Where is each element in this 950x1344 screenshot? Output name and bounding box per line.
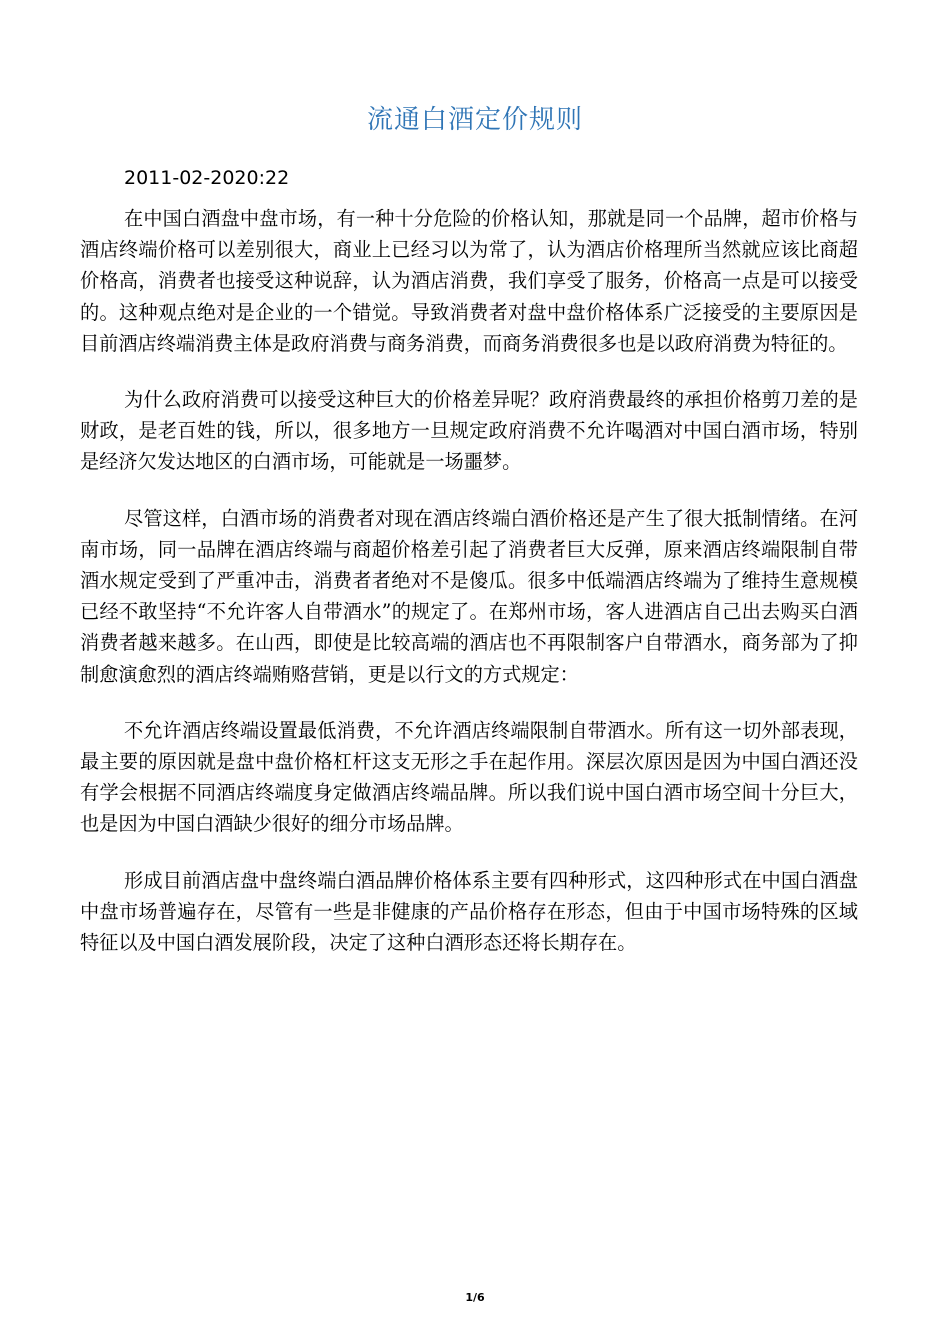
paragraph-1: 在中国白酒盘中盘市场，有一种十分危险的价格认知，那就是同一个品牌，超市价格与酒店终端价格可以差别很大，商业上已经习以为常了，认为酒店价格理所当然就应该比商超价格高，消费者也接受这种说辞，认为酒店消费，我们享受了服务，价格高一点是可以接受的。这种观点绝对是企业的一个错觉。导致消费者对盘中盘价格体系广泛接受的主要原因是目前酒店终端消费主体是政府消费与商务消费，而商务消费很多也是以政府消费为特征的。 (80, 207, 858, 355)
paragraph-3: 尽管这样，白酒市场的消费者对现在酒店终端白酒价格还是产生了很大抵制情绪。在河南市场，同一品牌在酒店终端与商超价格差引起了消费者巨大反弹，原来酒店终端限制自带酒水规定受到了严重冲击，消费者者绝对不是傻瓜。很多中低端酒店终端为了维持生意规模已经不敢坚持“不允许客人自带酒水”的规定了。在郑州市场，客人进酒店自己出去购买白酒消费者越来越多。在山西，即使是比较高端的酒店也不再限制客户自带酒水，商务部为了抑制愈演愈烈的酒店终端贿赂营销，更是以行文的方式规定： (80, 506, 858, 686)
paragraph-5: 形成目前酒店盘中盘终端白酒品牌价格体系主要有四种形式，这四种形式在中国白酒盘中盘市场普遍存在，尽管有一些是非健康的产品价格存在形态，但由于中国市场特殊的区域特征以及中国白酒发展阶段，决定了这种白酒形态还将长期存在。 (80, 868, 858, 955)
document-title: 流通白酒定价规则 (366, 105, 583, 135)
page-number: 1/6 (465, 1291, 485, 1304)
document-date: 2011-02-2020:22 (124, 167, 290, 189)
paragraph-2: 为什么政府消费可以接受这种巨大的价格差异呢？政府消费最终的承担价格剪刀差的是财政，是老百姓的钱，所以，很多地方一旦规定政府消费不允许喝酒对中国白酒市场，特别是经济欠发达地区的白酒市场，可能就是一场噩梦。 (80, 388, 858, 474)
document-body (80, 203, 858, 983)
paragraph-4: 不允许酒店终端设置最低消费，不允许酒店终端限制自带酒水。所有这一切外部表现，最主要的原因就是盘中盘价格杠杆这支无形之手在起作用。深层次原因是因为中国白酒还没有学会根据不同酒店终端度身定做酒店终端品牌。所以我们说中国白酒市场空间十分巨大，也是因为中国白酒缺少很好的细分市场品牌。 (80, 718, 858, 836)
